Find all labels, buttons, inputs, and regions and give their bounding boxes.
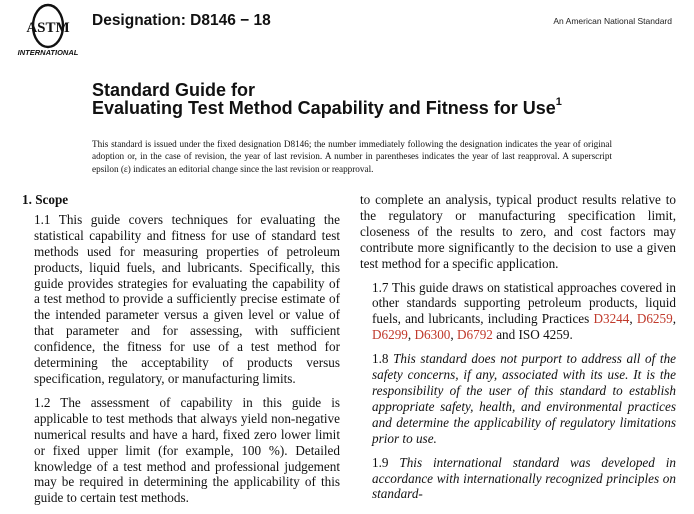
title-footnote-mark: 1 [555,96,562,108]
logo-subtext: INTERNATIONAL [17,48,79,57]
paragraph-1-2: 1.2 The assessment of capability in this guide is applicable to test methods that always yield non-negative numerical results and have a hard, fixed zero lower limit or fixed upper limit (for example, 100 %). Detailed knowledge of a test method and professional judgement may be required in determining the applicability of this guide to certain test methods. [34,394,340,506]
right-column [360,192,677,502]
paragraph-1-8-text: This standard does not purport to address all of the safety concerns, if any, associated with its use. It is the responsibility of the user of this standard to establish appropriate safety, health, and environmental practices and determine the applicability of regulatory limitations prior to use. [372,351,677,446]
paragraph-1-9-text: This international standard was developed in accordance with internationally recognized principles on standard- [372,454,677,502]
ref-d3244[interactable]: D3244 [593,311,630,327]
paragraph-1-9 [360,454,677,502]
astm-logo [17,3,79,57]
national-standard-label: An American National Standard [553,16,672,26]
ref-d6299[interactable]: D6299 [372,327,408,343]
issuance-note: This standard is issued under the fixed designation D8146; the number immediately following the designation indicates the year of original adoption or, in the case of revision, the year of last revision. A number in parentheses indicates the year of last reapproval. A superscript epsilon (ε) indicates an editorial change since the last revision or reapproval. [92,139,612,174]
paragraph-1-7: 1.7 This guide draws on statistical approaches covered in other standards supporting petroleum products, liquid fuels, and lubricants, including Practices D3244, D6259, D6299, D6300, D6792 and ISO 4259. [372,279,677,343]
title-line-2 [92,98,562,119]
paragraph-1-1: 1.1 This guide covers techniques for evaluating the statistical capability and fitness for use of standard test methods used for measuring properties of petroleum products, liquid fuels, and lubricants. Specifically, this guide provides strategies for evaluating the capability of a test method to provide a sufficiently precise estimate of the intended parameter versus a given level or value of that parameter and for assessing, with sufficient confidence, the fitness for use of a test method for determining the acceptability of products versus specification, regulatory, or manufacturing limits. [34,211,340,386]
logo-text: ASTM [26,20,70,36]
title-line-1: Standard Guide for [92,80,256,100]
paragraph-1-8 [360,351,676,446]
ref-d6792[interactable]: D6792 [457,327,493,343]
section-heading-scope: 1. Scope [22,192,69,207]
paragraph-1-8-number: 1.8 [372,351,389,367]
paragraph-1-7-start: 1.7 This guide draws on statistical approaches covered in other standards supporting petroleum products, liquid fuels, and lubricants, including Practices [372,279,676,327]
designation: Designation: D8146 − 18 [92,12,271,29]
title-text: Evaluating Test Method Capability and Fitness for Use [92,98,556,118]
paragraph-1-9-number: 1.9 [372,454,389,470]
left-column [22,192,340,514]
ref-d6300[interactable]: D6300 [414,327,451,343]
paragraph-1-7-end: and ISO 4259. [496,327,573,343]
paragraph-continuation: to complete an analysis, typical product results relative to the regulatory or manufacturing specification limit, closeness of the results to zero, and cost factors may contribute more significantly to the decision to use a given test method for a specific application. [360,192,676,271]
ref-d6259[interactable]: D6259 [636,311,673,327]
